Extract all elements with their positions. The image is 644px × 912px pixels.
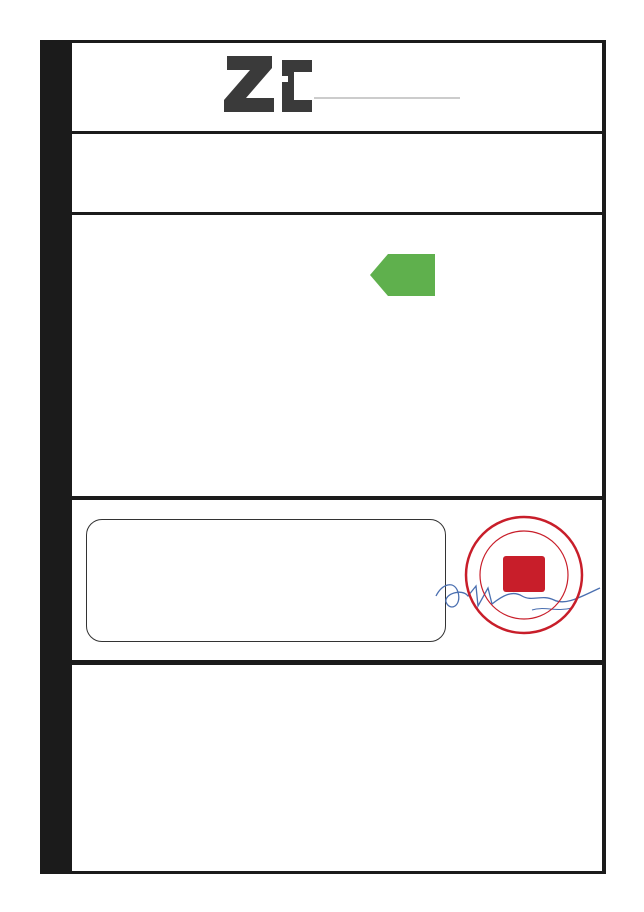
rating-arrow: [370, 254, 435, 296]
zc-logo: [222, 54, 462, 122]
divider-2: [72, 212, 606, 215]
building-box: [86, 519, 446, 642]
divider-3: [72, 496, 606, 500]
frame-top-border: [72, 40, 606, 43]
sidebar-strip: [40, 40, 72, 874]
energy-specialist-stamp: [463, 514, 585, 636]
divider-1: [72, 131, 606, 134]
frame-bottom-border: [72, 871, 606, 874]
divider-4: [72, 660, 606, 665]
frame-right-border: [602, 40, 606, 874]
